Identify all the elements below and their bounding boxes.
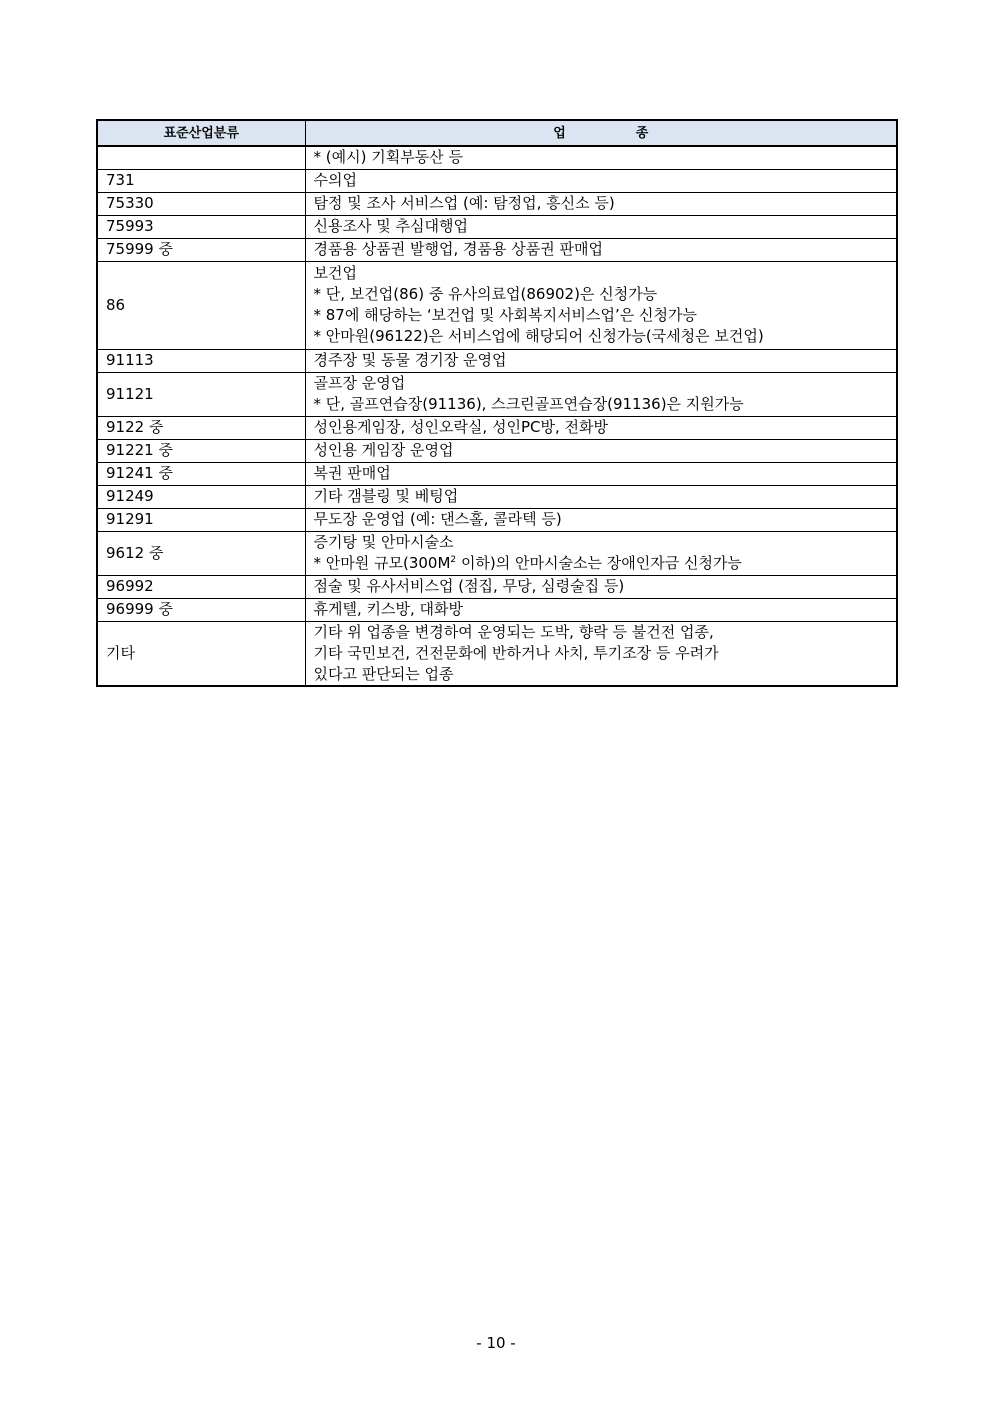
- industry-description-cell: [305, 531, 897, 575]
- description-line: 신용조사 및 추심대행업: [313, 217, 468, 235]
- industry-description-cell: [305, 146, 897, 169]
- restricted-industry-table: [96, 119, 898, 687]
- description-line: * 87에 해당하는 ‘보건업 및 사회복지서비스업’은 신청가능: [313, 306, 698, 324]
- table-row: [97, 261, 897, 349]
- description-line: * 단, 골프연습장(91136), 스크린골프연습장(91136)은 지원가능: [313, 395, 744, 413]
- industry-code-cell: [97, 146, 305, 169]
- table-row: [97, 372, 897, 416]
- description-line: 복권 판매업: [313, 464, 391, 482]
- description-line: 경주장 및 동물 경기장 운영업: [313, 351, 507, 369]
- description-line-part: 이하)의 안마시술소는 장애인자금 신청가능: [460, 554, 742, 572]
- description-line-part: * 안마원 규모(300M: [313, 554, 451, 572]
- description-line: 골프장 운영업: [313, 374, 406, 392]
- industry-code-cell: 9122 중: [97, 416, 305, 439]
- table-row: [97, 508, 897, 531]
- industry-code-cell: 91221 중: [97, 439, 305, 462]
- industry-code-cell: 96992: [97, 575, 305, 598]
- industry-description-cell: [305, 575, 897, 598]
- industry-description-cell: [305, 349, 897, 372]
- description-line: 성인용 게임장 운영업: [313, 441, 454, 459]
- table-row: [97, 621, 897, 686]
- table-row: [97, 439, 897, 462]
- industry-description-cell: [305, 598, 897, 621]
- industry-description-cell: [305, 372, 897, 416]
- description-line: 성인용게임장, 성인오락실, 성인PC방, 전화방: [313, 418, 608, 436]
- industry-code-cell: 91241 중: [97, 462, 305, 485]
- description-line: 경품용 상품권 발행업, 경품용 상품권 판매업: [313, 240, 603, 258]
- header-industry-code: 표준산업분류: [97, 120, 305, 146]
- industry-description-cell: [305, 621, 897, 686]
- description-line: 기타 갬블링 및 베팅업: [313, 487, 459, 505]
- table-row: [97, 238, 897, 261]
- description-line: * 안마원(96122)은 서비스업에 해당되어 신청가능(국세청은 보건업): [313, 327, 764, 345]
- table-row: [97, 485, 897, 508]
- industry-description-cell: [305, 238, 897, 261]
- industry-code-cell: 75330: [97, 192, 305, 215]
- industry-description-cell: [305, 416, 897, 439]
- industry-code-cell: 96999 중: [97, 598, 305, 621]
- table-row: [97, 215, 897, 238]
- table-row: [97, 598, 897, 621]
- description-line: 점술 및 유사서비스업 (점집, 무당, 심령술집 등): [313, 577, 625, 595]
- industry-code-cell: 75993: [97, 215, 305, 238]
- table-row: [97, 169, 897, 192]
- description-line: * 단, 보건업(86) 중 유사의료업(86902)은 신청가능: [313, 285, 658, 303]
- industry-description-cell: [305, 169, 897, 192]
- description-line: 수의업: [313, 171, 357, 189]
- header-industry-type-part-2: 종: [635, 125, 649, 141]
- industry-code-cell: 731: [97, 169, 305, 192]
- header-industry-type-part-1: 업: [553, 125, 566, 141]
- industry-code-cell: 91249: [97, 485, 305, 508]
- industry-code-cell: 9612 중: [97, 531, 305, 575]
- superscript-exponent: 2: [450, 555, 457, 565]
- description-line: * (예시) 기획부동산 등: [313, 148, 463, 167]
- description-line: 무도장 운영업 (예: 댄스홀, 콜라텍 등): [313, 510, 562, 528]
- table-row: [97, 575, 897, 598]
- industry-code-cell: 91291: [97, 508, 305, 531]
- table-row: [97, 192, 897, 215]
- industry-code-cell: 91113: [97, 349, 305, 372]
- page-number: - 10 -: [476, 1334, 516, 1352]
- description-line: 기타 위 업종을 변경하여 운영되는 도박, 향락 등 불건전 업종,: [313, 622, 714, 641]
- table-header-row: [97, 120, 897, 146]
- industry-description-cell: [305, 462, 897, 485]
- industry-description-cell: [305, 439, 897, 462]
- description-line: 기타 국민보건, 건전문화에 반하거나 사치, 투기조장 등 우려가: [313, 643, 719, 662]
- industry-description-cell: [305, 261, 897, 349]
- table-row: [97, 531, 897, 575]
- header-industry-type: [305, 120, 897, 146]
- industry-code-cell: 91121: [97, 372, 305, 416]
- industry-description-cell: [305, 192, 897, 215]
- industry-code-cell: 86: [97, 261, 305, 349]
- industry-description-cell: [305, 508, 897, 531]
- description-line: 보건업: [313, 264, 357, 282]
- description-line: [314, 553, 889, 574]
- industry-code-cell: 기타: [97, 621, 305, 686]
- table-row: [97, 416, 897, 439]
- table-row: [97, 349, 897, 372]
- description-line: 증기탕 및 안마시술소: [313, 533, 454, 551]
- description-line: 있다고 판단되는 업종: [313, 664, 454, 683]
- description-line: 탐정 및 조사 서비스업 (예: 탐정업, 흥신소 등): [313, 194, 615, 212]
- industry-description-cell: [305, 485, 897, 508]
- table-row: [97, 146, 897, 169]
- industry-description-cell: [305, 215, 897, 238]
- table-row: [97, 462, 897, 485]
- industry-code-cell: 75999 중: [97, 238, 305, 261]
- description-line: 휴게텔, 키스방, 대화방: [313, 600, 463, 618]
